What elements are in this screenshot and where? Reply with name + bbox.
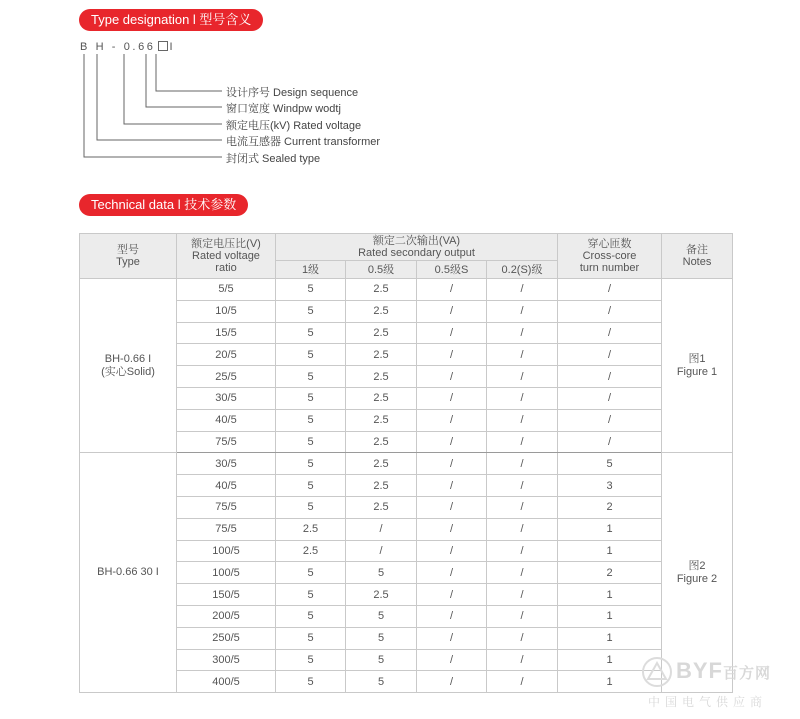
designation-item-sealed-type: 封闭式 Sealed type [226,153,321,165]
table-cell: 5 [276,322,346,344]
table-row [80,453,733,475]
table-cell: / [487,671,558,693]
table-cell: 5/5 [177,279,276,301]
table-row [80,387,733,409]
table-cell: 5 [276,366,346,388]
table-cell: / [487,496,558,518]
header-ratio: 额定电压比(V) Rated voltage ratio [177,234,276,279]
table-cell: 5 [276,584,346,606]
table-cell: / [417,562,487,584]
table-cell: 5 [276,431,346,453]
table-cell: 5 [276,627,346,649]
table-cell: 5 [276,496,346,518]
table-cell: 3 [558,475,662,497]
header-class-0-2s: 0.2(S)级 [487,261,558,279]
table-cell: 5 [276,409,346,431]
table-cell: 2.5 [346,387,417,409]
table-row [80,540,733,562]
table-cell: 2.5 [346,431,417,453]
table-cell: / [487,387,558,409]
table-cell: / [417,409,487,431]
table-cell: / [487,322,558,344]
table-cell: / [487,605,558,627]
table-row [80,605,733,627]
table-cell: 5 [346,627,417,649]
table-cell: 2.5 [346,366,417,388]
table-cell: / [558,322,662,344]
table-cell: 2 [558,562,662,584]
table-cell: 2.5 [346,453,417,475]
header-class-0-5: 0.5级 [346,261,417,279]
header-notes: 备注 Notes [662,234,733,279]
table-cell: 5 [558,453,662,475]
table-cell: / [346,518,417,540]
table-cell: 250/5 [177,627,276,649]
table-cell: / [417,671,487,693]
table-row [80,279,733,301]
header-class-1: 1级 [276,261,346,279]
table-cell: 100/5 [177,540,276,562]
table-cell: / [417,496,487,518]
table-cell: 1 [558,540,662,562]
table-cell: 2.5 [346,322,417,344]
table-cell: 2.5 [346,409,417,431]
table-row [80,322,733,344]
table-cell: / [417,300,487,322]
table-cell: 5 [276,387,346,409]
table-cell: 25/5 [177,366,276,388]
table-cell: / [417,649,487,671]
table-row [80,518,733,540]
table-cell: 2.5 [346,300,417,322]
type-code-suffix: I [169,41,176,53]
table-row [80,409,733,431]
table-row [80,627,733,649]
table-cell: / [487,584,558,606]
header-class-0-5s: 0.5级S [417,261,487,279]
header-output: 额定二次输出(VA) Rated secondary output [276,234,558,261]
table-cell: 20/5 [177,344,276,366]
table-cell: 1 [558,671,662,693]
designation-item-design-sequence: 设计序号 Design sequence [226,87,359,99]
table-cell: / [487,518,558,540]
table-row [80,671,733,693]
table-cell: 75/5 [177,518,276,540]
table-cell: / [417,475,487,497]
table-row [80,366,733,388]
table-cell: / [487,453,558,475]
table-cell: / [487,475,558,497]
table-cell: 2.5 [346,475,417,497]
notes-cell: 图2 Figure 2 [662,453,733,693]
table-cell: / [417,322,487,344]
table-cell: 5 [276,300,346,322]
table-cell: / [417,584,487,606]
table-row [80,475,733,497]
designation-item-current-transformer: 电流互感器 Current transformer [226,136,381,148]
table-cell: 75/5 [177,431,276,453]
table-cell: / [487,431,558,453]
table-cell: / [417,453,487,475]
table-cell: 200/5 [177,605,276,627]
table-cell: / [487,540,558,562]
table-cell: / [417,627,487,649]
table-row [80,649,733,671]
table-cell: 5 [346,562,417,584]
table-cell: / [487,649,558,671]
table-cell: / [558,431,662,453]
table-cell: / [417,279,487,301]
type-code-prefix: B H - 0.66 [80,41,156,53]
table-cell: 300/5 [177,649,276,671]
table-cell: 2.5 [346,496,417,518]
designation-item-window-width: 窗口宽度 Windpw wodtj [226,103,341,115]
table-cell: 5 [276,475,346,497]
table-cell: 2.5 [346,584,417,606]
table-cell: / [487,562,558,584]
table-cell: / [558,387,662,409]
byf-logo-icon [640,655,674,689]
type-cell: BH-0.66 30 I [80,453,177,693]
table-cell: 400/5 [177,671,276,693]
table-row [80,584,733,606]
table-cell: 2.5 [276,540,346,562]
table-cell: 5 [346,605,417,627]
table-cell: 2.5 [346,279,417,301]
table-cell: 5 [276,453,346,475]
table-row [80,496,733,518]
table-cell: / [417,540,487,562]
table-cell: / [487,366,558,388]
technical-data-table [79,233,733,693]
table-cell: / [487,279,558,301]
table-cell: / [487,300,558,322]
table-cell: 2.5 [346,344,417,366]
table-cell: / [558,409,662,431]
table-cell: / [417,518,487,540]
byf-slogan: 中国电气供应商 [648,695,768,709]
header-type: 型号 Type [80,234,177,279]
table-cell: 30/5 [177,453,276,475]
table-cell: / [487,344,558,366]
table-cell: 5 [276,649,346,671]
table-cell: / [487,409,558,431]
table-row [80,431,733,453]
table-cell: 2 [558,496,662,518]
table-cell: / [346,540,417,562]
designation-item-rated-voltage: 额定电压(kV) Rated voltage [226,120,362,132]
table-cell: / [417,605,487,627]
table-cell: / [558,366,662,388]
header-turns: 穿心匝数 Cross-core turn number [558,234,662,279]
table-cell: 5 [276,562,346,584]
table-cell: 75/5 [177,496,276,518]
table-cell: 1 [558,584,662,606]
table-cell: / [558,300,662,322]
table-cell: 10/5 [177,300,276,322]
table-cell: 1 [558,605,662,627]
table-cell: / [558,279,662,301]
table-cell: 5 [276,671,346,693]
table-cell: / [417,344,487,366]
table-cell: 5 [276,605,346,627]
technical-data-heading: Technical data l 技术参数 [79,194,248,216]
table-row [80,300,733,322]
table-cell: 150/5 [177,584,276,606]
table-cell: 2.5 [276,518,346,540]
table-cell: 30/5 [177,387,276,409]
table-cell: 1 [558,518,662,540]
table-cell: 40/5 [177,409,276,431]
table-cell: / [487,627,558,649]
table-cell: 5 [276,279,346,301]
table-row [80,562,733,584]
table-cell: / [417,431,487,453]
byf-brand: BYF百方网 [676,658,772,683]
table-cell: 5 [276,344,346,366]
table-cell: 5 [346,649,417,671]
table-cell: 15/5 [177,322,276,344]
table-cell: 40/5 [177,475,276,497]
type-designation-heading: Type designation l 型号含义 [79,9,263,31]
byf-watermark [640,655,790,715]
notes-cell: 图1 Figure 1 [662,279,733,453]
table-cell: 1 [558,649,662,671]
table-cell: / [558,344,662,366]
type-cell: BH-0.66 I (实心Solid) [80,279,177,453]
table-cell: 1 [558,627,662,649]
table-cell: 100/5 [177,562,276,584]
table-cell: / [417,387,487,409]
table-cell: / [417,366,487,388]
table-row [80,344,733,366]
table-cell: 5 [346,671,417,693]
